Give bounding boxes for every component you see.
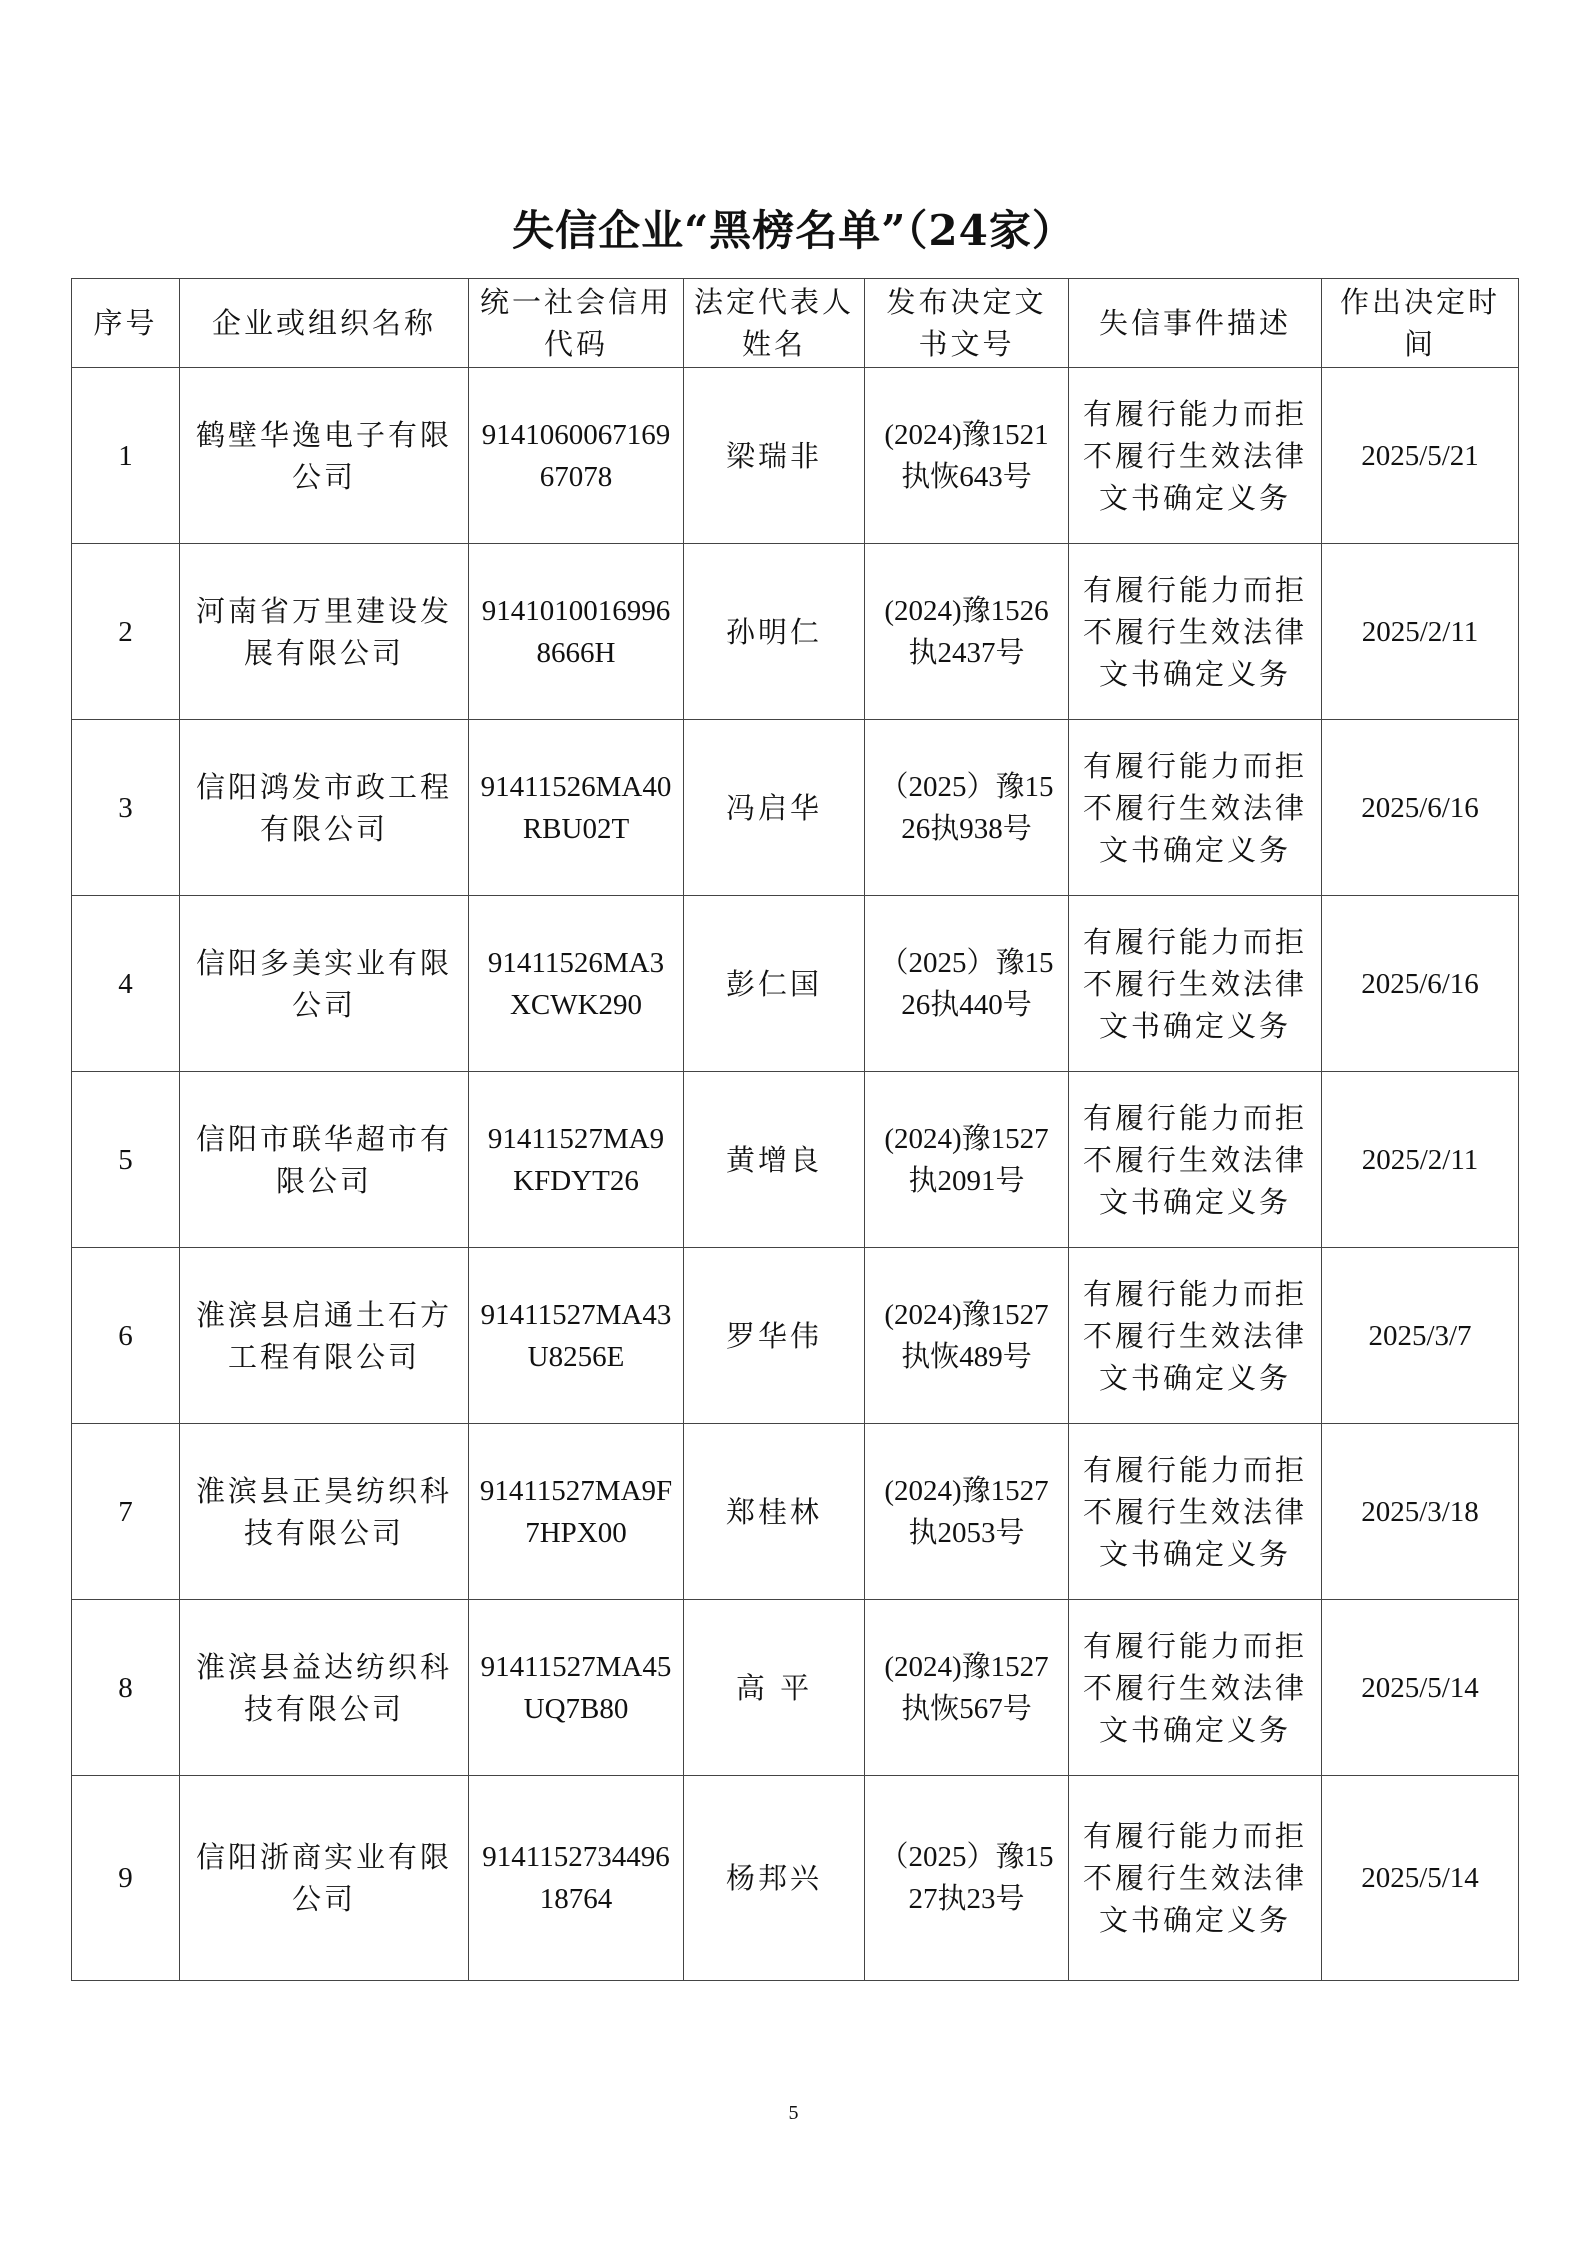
header-enterprise-name: 企业或组织名称 bbox=[180, 279, 469, 368]
event-description-cell: 有履行能力而拒不履行生效法律文书确定义务 bbox=[1069, 1776, 1322, 1981]
event-description-cell: 有履行能力而拒不履行生效法律文书确定义务 bbox=[1069, 1424, 1322, 1600]
header-serial: 序号 bbox=[72, 279, 180, 368]
enterprise-name-cell: 鹤壁华逸电子有限公司 bbox=[180, 368, 469, 544]
serial-cell: 4 bbox=[72, 896, 180, 1072]
header-event-description: 失信事件描述 bbox=[1069, 279, 1322, 368]
decision-date-cell: 2025/5/21 bbox=[1322, 368, 1519, 544]
credit-code-cell: 91411527MA9KFDYT26 bbox=[469, 1072, 684, 1248]
credit-code-cell: 91411527MA45UQ7B80 bbox=[469, 1600, 684, 1776]
enterprise-name-cell: 淮滨县正昊纺织科技有限公司 bbox=[180, 1424, 469, 1600]
event-description-cell: 有履行能力而拒不履行生效法律文书确定义务 bbox=[1069, 896, 1322, 1072]
serial-cell: 6 bbox=[72, 1248, 180, 1424]
table-row bbox=[72, 720, 1519, 896]
credit-code-cell: 91411527MA9F7HPX00 bbox=[469, 1424, 684, 1600]
table-row bbox=[72, 1600, 1519, 1776]
decision-date-cell: 2025/5/14 bbox=[1322, 1600, 1519, 1776]
table-row bbox=[72, 1776, 1519, 1981]
enterprise-name-cell: 淮滨县益达纺织科技有限公司 bbox=[180, 1600, 469, 1776]
decision-document-cell: (2024)豫1526执2437号 bbox=[865, 544, 1069, 720]
page-number: 5 bbox=[788, 2102, 799, 2124]
decision-date-cell: 2025/5/14 bbox=[1322, 1776, 1519, 1981]
credit-code-cell: 91411526MA3XCWK290 bbox=[469, 896, 684, 1072]
decision-document-cell: （2025）豫1526执440号 bbox=[865, 896, 1069, 1072]
table-row bbox=[72, 1072, 1519, 1248]
credit-code-cell: 91411526MA40RBU02T bbox=[469, 720, 684, 896]
decision-document-cell: （2025）豫1527执23号 bbox=[865, 1776, 1069, 1981]
enterprise-name-cell: 河南省万里建设发展有限公司 bbox=[180, 544, 469, 720]
decision-document-cell: （2025）豫1526执938号 bbox=[865, 720, 1069, 896]
table-row bbox=[72, 1248, 1519, 1424]
serial-cell: 8 bbox=[72, 1600, 180, 1776]
enterprise-name-cell: 信阳市联华超市有限公司 bbox=[180, 1072, 469, 1248]
table-header-row bbox=[72, 279, 1519, 368]
decision-document-cell: (2024)豫1527执恢567号 bbox=[865, 1600, 1069, 1776]
serial-cell: 1 bbox=[72, 368, 180, 544]
decision-date-cell: 2025/2/11 bbox=[1322, 1072, 1519, 1248]
event-description-cell: 有履行能力而拒不履行生效法律文书确定义务 bbox=[1069, 720, 1322, 896]
event-description-cell: 有履行能力而拒不履行生效法律文书确定义务 bbox=[1069, 1072, 1322, 1248]
enterprise-name-cell: 信阳多美实业有限公司 bbox=[180, 896, 469, 1072]
enterprise-name-cell: 信阳鸿发市政工程有限公司 bbox=[180, 720, 469, 896]
event-description-cell: 有履行能力而拒不履行生效法律文书确定义务 bbox=[1069, 1248, 1322, 1424]
decision-date-cell: 2025/3/18 bbox=[1322, 1424, 1519, 1600]
legal-representative-cell: 郑桂林 bbox=[684, 1424, 865, 1600]
event-description-cell: 有履行能力而拒不履行生效法律文书确定义务 bbox=[1069, 544, 1322, 720]
credit-code-cell: 91410100169968666H bbox=[469, 544, 684, 720]
event-description-cell: 有履行能力而拒不履行生效法律文书确定义务 bbox=[1069, 1600, 1322, 1776]
table-row bbox=[72, 1424, 1519, 1600]
serial-cell: 5 bbox=[72, 1072, 180, 1248]
legal-representative-cell: 冯启华 bbox=[684, 720, 865, 896]
header-legal-representative: 法定代表人姓名 bbox=[684, 279, 865, 368]
decision-date-cell: 2025/6/16 bbox=[1322, 720, 1519, 896]
legal-representative-cell: 孙明仁 bbox=[684, 544, 865, 720]
table-row bbox=[72, 896, 1519, 1072]
legal-representative-cell: 高 平 bbox=[684, 1600, 865, 1776]
serial-cell: 2 bbox=[72, 544, 180, 720]
legal-representative-cell: 彭仁国 bbox=[684, 896, 865, 1072]
decision-document-cell: (2024)豫1527执2091号 bbox=[865, 1072, 1069, 1248]
event-description-cell: 有履行能力而拒不履行生效法律文书确定义务 bbox=[1069, 368, 1322, 544]
table-row bbox=[72, 368, 1519, 544]
decision-date-cell: 2025/2/11 bbox=[1322, 544, 1519, 720]
legal-representative-cell: 黄增良 bbox=[684, 1072, 865, 1248]
header-decision-date: 作出决定时间 bbox=[1322, 279, 1519, 368]
decision-document-cell: (2024)豫1527执恢489号 bbox=[865, 1248, 1069, 1424]
legal-representative-cell: 梁瑞非 bbox=[684, 368, 865, 544]
credit-code-cell: 914115273449618764 bbox=[469, 1776, 684, 1981]
decision-date-cell: 2025/3/7 bbox=[1322, 1248, 1519, 1424]
decision-document-cell: (2024)豫1527执2053号 bbox=[865, 1424, 1069, 1600]
header-decision-document: 发布决定文书文号 bbox=[865, 279, 1069, 368]
decision-document-cell: (2024)豫1521执恢643号 bbox=[865, 368, 1069, 544]
legal-representative-cell: 杨邦兴 bbox=[684, 1776, 865, 1981]
enterprise-name-cell: 信阳浙商实业有限公司 bbox=[180, 1776, 469, 1981]
document-title: 失信企业“黑榜名单”（24家） bbox=[512, 206, 1075, 255]
legal-representative-cell: 罗华伟 bbox=[684, 1248, 865, 1424]
header-credit-code: 统一社会信用代码 bbox=[469, 279, 684, 368]
serial-cell: 9 bbox=[72, 1776, 180, 1981]
table-row bbox=[72, 544, 1519, 720]
credit-code-cell: 91411527MA43U8256E bbox=[469, 1248, 684, 1424]
enterprise-name-cell: 淮滨县启通土石方工程有限公司 bbox=[180, 1248, 469, 1424]
blacklist-table bbox=[71, 278, 1519, 1981]
credit-code-cell: 914106006716967078 bbox=[469, 368, 684, 544]
serial-cell: 3 bbox=[72, 720, 180, 896]
serial-cell: 7 bbox=[72, 1424, 180, 1600]
decision-date-cell: 2025/6/16 bbox=[1322, 896, 1519, 1072]
